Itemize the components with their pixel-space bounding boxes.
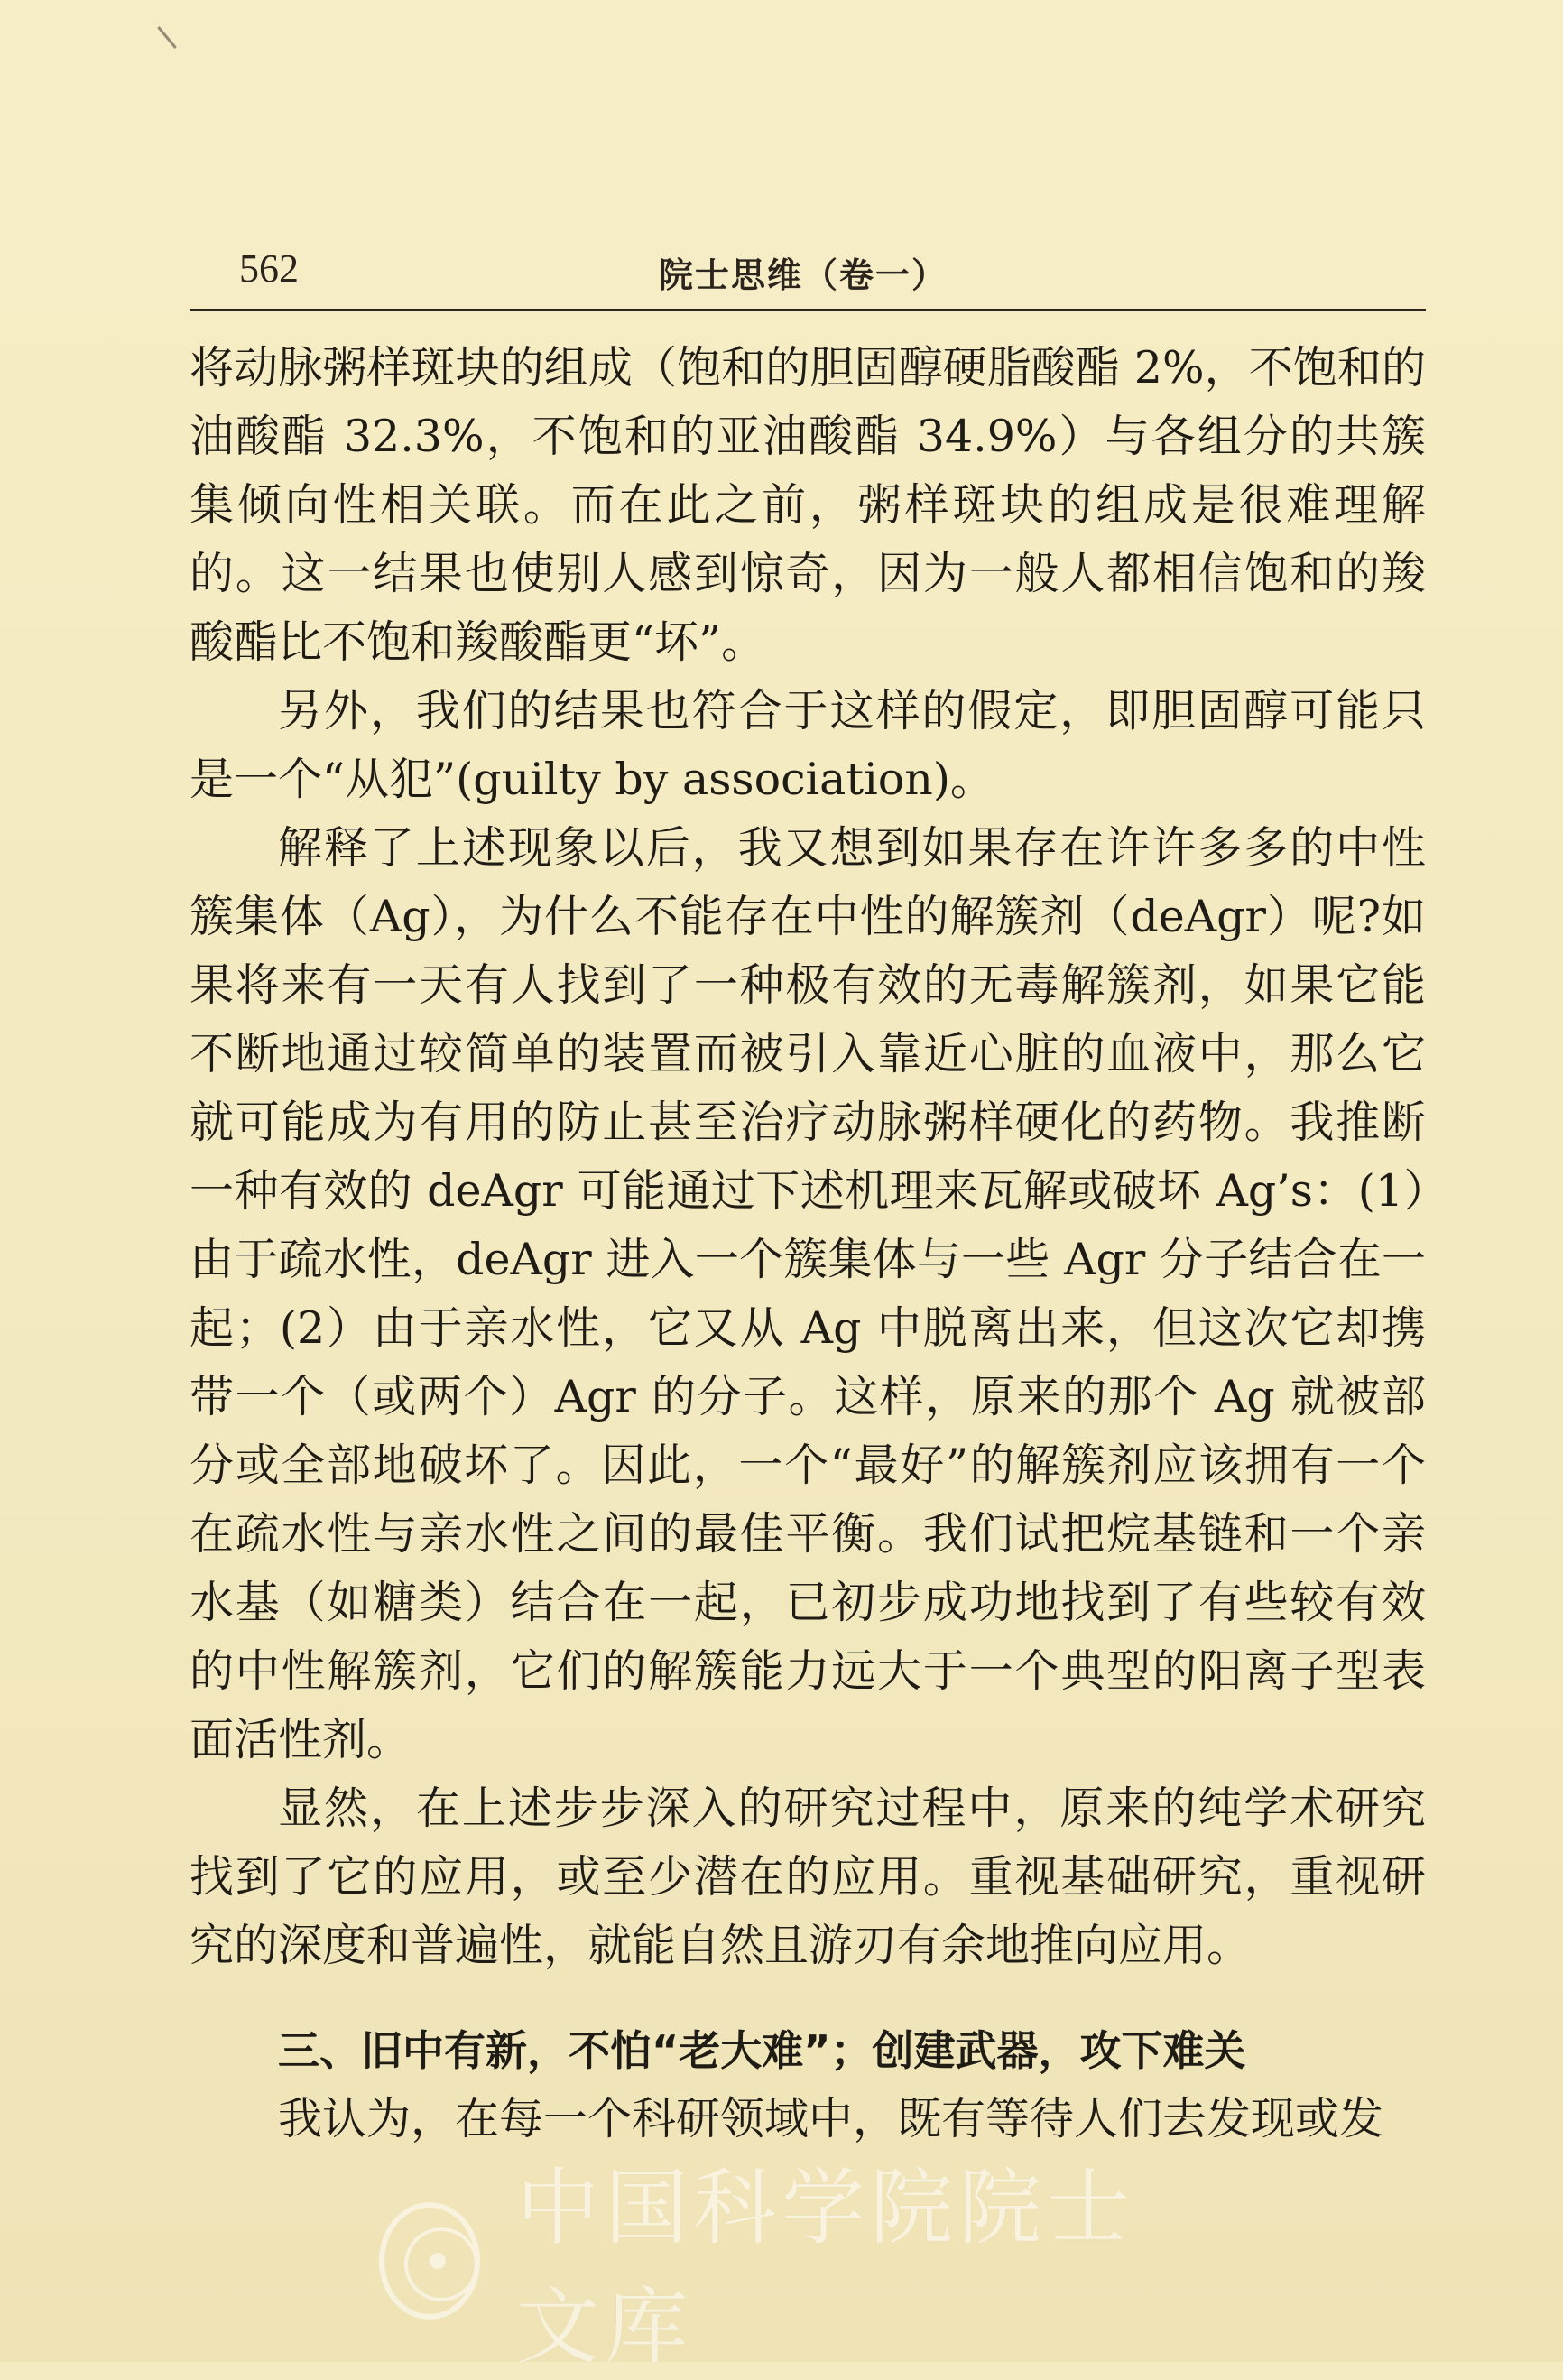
scan-mark <box>157 26 177 49</box>
paragraph-5: 我认为，在每一个科研领域中，既有等待人们去发现或发 <box>278 2093 1384 2144</box>
paragraph-3: 解释了上述现象以后，我又想到如果存在许许多多的中性簇集体（Ag），为什么不能存在中性的解簇剂（deAgr）呢?如果将来有一天有人找到了一种极有效的无毒解簇剂，如果它能不断地通过较简单的装置而被引入靠近心脏的血液中，那么它就可能成为有用的防止甚至治疗动脉粥样硬化的药物。我推断一种有效的 deAgr 可能通过下述机理来瓦解或破坏 Ag’s：(1）由于疏水性，deAgr 进入一个簇集体与一些 Agr 分子结合在一起；(2）由于亲水性，它又从 Ag 中脱离出来，但这次它却携带一个（或两个）Agr 的分子。这样，原来的那个 Ag 就被部分或全部地破坏了。因此，一个“最好”的解簇剂应该拥有一个在疏水性与亲水性之间的最佳平衡。我们试把烷基链和一个亲水基（如糖类）结合在一起，已初步成功地找到了有些较有效的中性解簇剂，它们的解簇能力远大于一个典型的阳离子型表面活性剂。 <box>190 822 1426 1765</box>
paragraph-4: 显然，在上述步步深入的研究过程中，原来的纯学术研究找到了它的应用，或至少潜在的应用。重视基础研究，重视研究的深度和普遍性，就能自然且游刃有余地推向应用。 <box>190 1783 1426 1971</box>
page-number: 562 <box>239 246 299 291</box>
paragraph-1: 将动脉粥样斑块的组成（饱和的胆固醇硬脂酸酯 2%，不饱和的油酸酯 32.3%，不饱和的亚油酸酯 34.9%）与各组分的共簇集倾向性相关联。而在此之前，粥样斑块的组成是很难理解的。这一结果也使别人感到惊奇，因为一般人都相信饱和的羧酸酯比不饱和羧酸酯更“坏”。 <box>190 342 1426 668</box>
body-text <box>190 334 1426 2153</box>
paragraph-2: 另外，我们的结果也符合于这样的假定，即胆固醇可能只是一个“从犯”(guilty by association)。 <box>190 685 1426 805</box>
watermark <box>379 2160 1191 2375</box>
watermark-text: 中国科学院院士文库 <box>516 2160 1136 2375</box>
section-heading: 三、旧中有新，不怕“老大难”；创建武器，攻下难关 <box>278 2026 1246 2075</box>
running-title: 院士思维（卷一） <box>659 255 948 295</box>
page-header <box>190 236 1426 311</box>
academy-seal-icon <box>379 2202 480 2320</box>
